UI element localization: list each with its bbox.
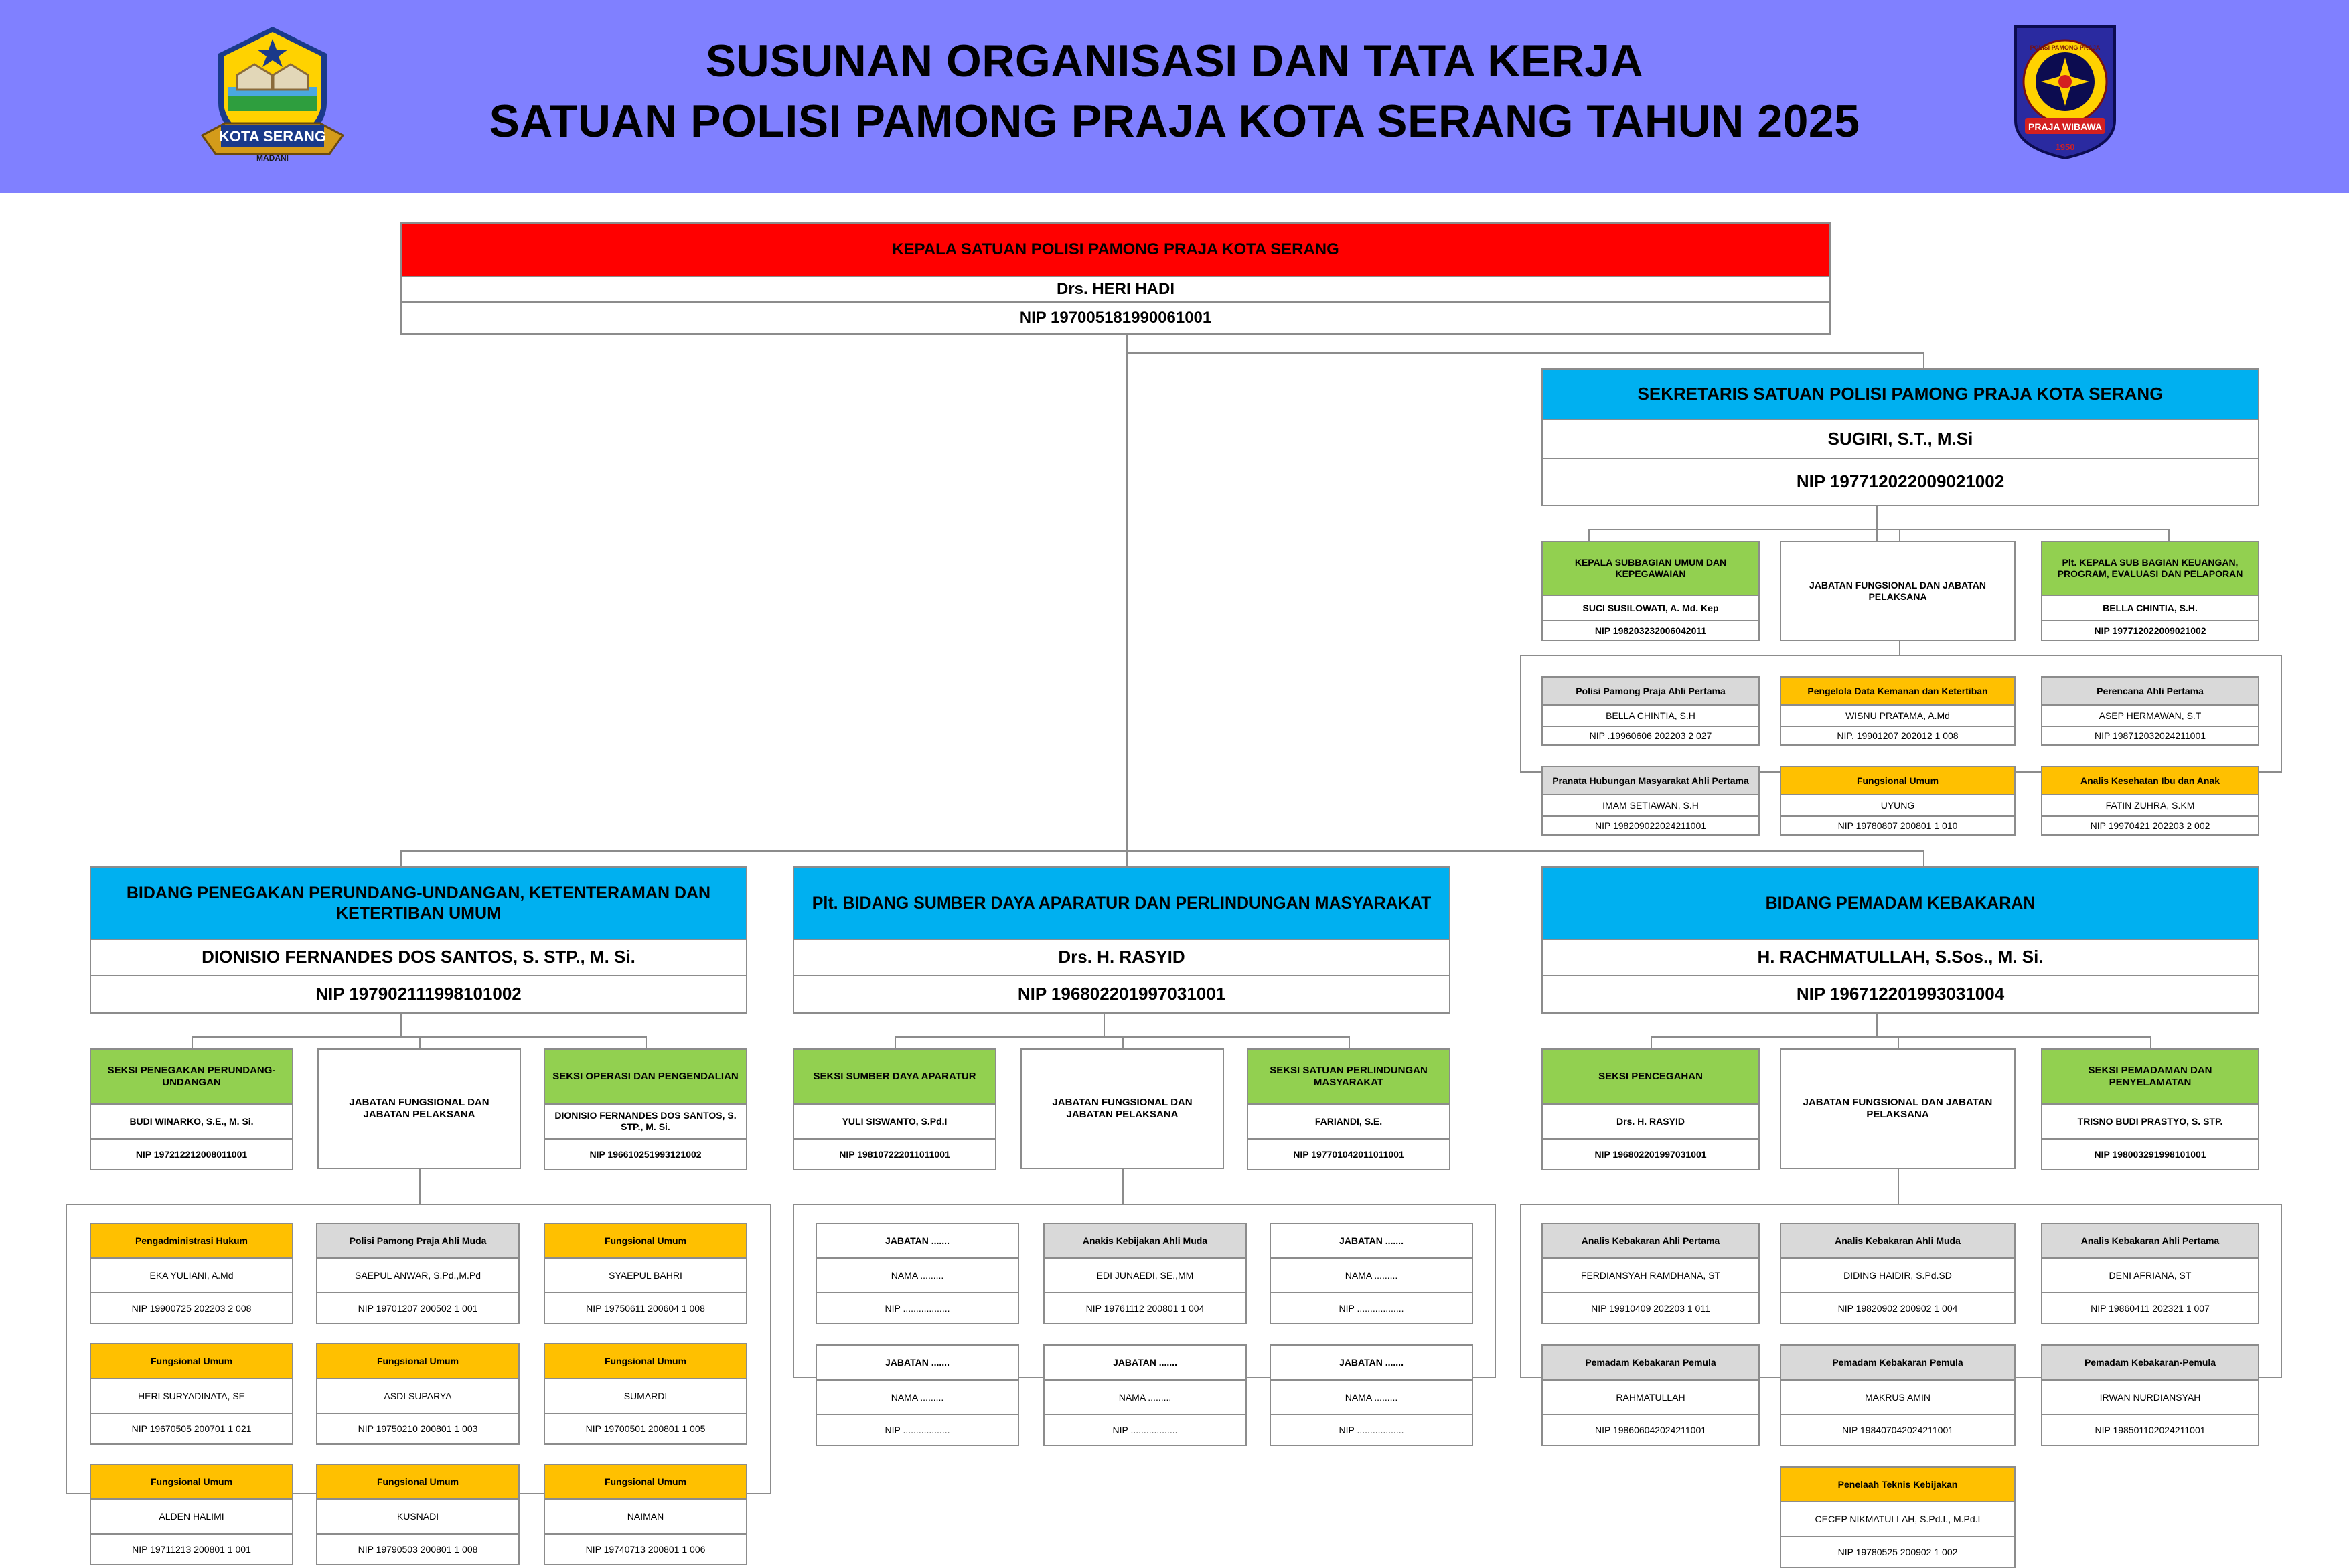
staff-name: BELLA CHINTIA, S.H [1543, 704, 1758, 726]
staff-card [90, 1464, 293, 1565]
staff-name: IRWAN NURDIANSYAH [2042, 1379, 2258, 1414]
staff-name: FERDIANSYAH RAMDHANA, ST [1543, 1257, 1758, 1292]
staff-card [90, 1343, 293, 1445]
staff-nip: NIP .................. [817, 1292, 1018, 1323]
staff-nip: NIP .................. [1271, 1292, 1472, 1323]
staff-nip: NIP 19860411 202321 1 007 [2042, 1292, 2258, 1323]
page-title-line1: SUSUNAN ORGANISASI DAN TATA KERJA [705, 35, 1644, 86]
staff-nip: NIP .................. [817, 1414, 1018, 1445]
logo-year: 1950 [2055, 142, 2075, 152]
staff-name: SYAEPUL BAHRI [545, 1257, 746, 1292]
staff-position: JABATAN ....... [1271, 1346, 1472, 1379]
staff-card [1270, 1223, 1473, 1324]
staff-nip: NIP 19820902 200902 1 004 [1781, 1292, 2014, 1323]
staff-position: Penelaah Teknis Kebijakan [1781, 1468, 2014, 1501]
staff-nip: NIP 19750210 200801 1 003 [317, 1413, 518, 1443]
staff-nip: NIP .19960606 202203 2 027 [1543, 726, 1758, 744]
staff-name: UYUNG [1781, 794, 2014, 815]
unit-head-nip: NIP 197701042011011001 [1248, 1138, 1449, 1169]
subunit-drop [895, 1036, 896, 1048]
staff-nip: NIP 19970421 202203 2 002 [2042, 815, 2258, 834]
staff-nip: NIP 19740713 200801 1 006 [545, 1533, 746, 1564]
staff-position: JABATAN ....... [1045, 1346, 1245, 1379]
drop-to-sekretaris [1923, 352, 1924, 368]
unit-title: KEPALA SUBBAGIAN UMUM DAN KEPEGAWAIAN [1543, 542, 1758, 595]
staff-card [1780, 766, 2016, 836]
subunit-box [317, 1048, 521, 1169]
staff-card [2041, 1223, 2259, 1324]
staff-nip: NIP 19670505 200701 1 021 [91, 1413, 292, 1443]
staff-position: Analis Kesehatan Ibu dan Anak [2042, 767, 2258, 794]
subunit-bar [1651, 1036, 2150, 1038]
staff-card [816, 1344, 1019, 1446]
staff-position: Pengelola Data Kemanan dan Ketertiban [1781, 678, 2014, 704]
staff-name: NAMA ......... [1271, 1379, 1472, 1414]
staff-card [90, 1223, 293, 1324]
bidang-bar [400, 850, 1924, 852]
unit-head-name: TRISNO BUDI PRASTYO, S. STP. [2042, 1103, 2258, 1138]
staff-position: Fungsional Umum [545, 1224, 746, 1257]
bidang-title: BIDANG PEMADAM KEBAKARAN [1543, 868, 2258, 939]
sekretaris-box [1541, 368, 2259, 506]
staff-position: Pengadministrasi Hukum [91, 1224, 292, 1257]
subunit-umum-kepegawaian [1541, 541, 1760, 641]
staff-position: JABATAN ....... [1271, 1224, 1472, 1257]
staff-card [1541, 1344, 1760, 1446]
staff-nip: NIP 19750611 200604 1 008 [545, 1292, 746, 1323]
staff-nip: NIP 19910409 202203 1 011 [1543, 1292, 1758, 1323]
drop-to-bidang [1923, 850, 1924, 866]
subunit-box [2041, 1048, 2259, 1170]
unit-title: JABATAN FUNGSIONAL DAN JABATAN PELAKSANA [319, 1050, 520, 1168]
drop-to-bidang [400, 850, 402, 866]
staff-position: JABATAN ....... [817, 1346, 1018, 1379]
subunit-drop [192, 1036, 193, 1048]
staff-position: Polisi Pamong Praja Ahli Muda [317, 1224, 518, 1257]
staff-card [2041, 676, 2259, 746]
staff-card [816, 1223, 1019, 1324]
staff-nip: NIP .................. [1045, 1414, 1245, 1445]
staff-card [1780, 1466, 2016, 1568]
staff-card [544, 1223, 747, 1324]
staff-card [1541, 1223, 1760, 1324]
staff-name: FATIN ZUHRA, S.KM [2042, 794, 2258, 815]
subunit-drop [1122, 1036, 1124, 1048]
staff-card [316, 1223, 520, 1324]
staff-name: WISNU PRATAMA, A.Md [1781, 704, 2014, 726]
unit-title: SEKSI SATUAN PERLINDUNGAN MASYARAKAT [1248, 1050, 1449, 1103]
subunit-bar [192, 1036, 646, 1038]
staff-name: SUMARDI [545, 1378, 746, 1413]
subunit-keuangan [2041, 541, 2259, 641]
unit-title: SEKSI PENEGAKAN PERUNDANG-UNDANGAN [91, 1050, 292, 1103]
bidang-head-name: Drs. H. RASYID [794, 939, 1449, 975]
sekretaris-title: SEKRETARIS SATUAN POLISI PAMONG PRAJA KOTA SERANG [1543, 370, 2258, 419]
unit-head-name: DIONISIO FERNANDES DOS SANTOS, S. STP., M. Si. [545, 1103, 746, 1138]
unit-title: SEKSI PEMADAMAN DAN PENYELAMATAN [2042, 1050, 2258, 1103]
staff-name: CECEP NIKMATULLAH, S.Pd.I., M.Pd.I [1781, 1501, 2014, 1536]
subunit-box [90, 1048, 293, 1170]
staff-card [1270, 1344, 1473, 1446]
staff-position: Pemadam Kebakaran-Pemula [2042, 1346, 2258, 1379]
staff-name: RAHMATULLAH [1543, 1379, 1758, 1414]
unit-head-nip: NIP 196802201997031001 [1543, 1138, 1758, 1169]
staff-nip: NIP 19700501 200801 1 005 [545, 1413, 746, 1443]
staff-card [1780, 676, 2016, 746]
staff-position: Perencana Ahli Pertama [2042, 678, 2258, 704]
staff-nip: NIP 19780525 200902 1 002 [1781, 1536, 2014, 1567]
bidang-head-nip: NIP 197902111998101002 [91, 975, 746, 1012]
unit-head-nip: NIP 197212212008011001 [91, 1138, 292, 1169]
subunit-box [793, 1048, 996, 1170]
drop-to-bidang [1126, 850, 1128, 866]
unit-head-nip: NIP 196610251993121002 [545, 1138, 746, 1169]
sekretaris-name: SUGIRI, S.T., M.Si [1543, 419, 2258, 458]
staff-name: DIDING HAIDIR, S.Pd.SD [1781, 1257, 2014, 1292]
staff-position: Analis Kebakaran Ahli Muda [1781, 1224, 2014, 1257]
staff-card [1043, 1223, 1247, 1324]
branch-to-sekretaris [1126, 352, 1924, 354]
unit-title: SEKSI OPERASI DAN PENGENDALIAN [545, 1050, 746, 1103]
unit-head-name: YULI SISWANTO, S.Pd.I [794, 1103, 995, 1138]
staff-name: NAMA ......... [817, 1379, 1018, 1414]
subunit-drop [646, 1036, 647, 1048]
subunit-drop [1349, 1036, 1350, 1048]
bidang-box [1541, 866, 2259, 1014]
staff-nip: NIP 19711213 200801 1 001 [91, 1533, 292, 1564]
bidang-head-name: H. RACHMATULLAH, S.Sos., M. Si. [1543, 939, 2258, 975]
sekretaris-sub-drop [1588, 529, 1590, 541]
unit-title: SEKSI SUMBER DAYA APARATUR [794, 1050, 995, 1103]
staff-position: Analis Kebakaran Ahli Pertama [1543, 1224, 1758, 1257]
staff-nip: NIP 198501102024211001 [2042, 1414, 2258, 1445]
main-trunk [1126, 335, 1128, 852]
unit-title: SEKSI PENCEGAHAN [1543, 1050, 1758, 1103]
staff-nip: NIP 198209022024211001 [1543, 815, 1758, 834]
unit-head-name: FARIANDI, S.E. [1248, 1103, 1449, 1138]
subunit-box [1247, 1048, 1450, 1170]
unit-head-nip: NIP 198107222011011001 [794, 1138, 995, 1169]
staff-position: Fungsional Umum [317, 1465, 518, 1498]
subunit-drop [2150, 1036, 2151, 1048]
staff-card [1780, 1223, 2016, 1324]
staff-name: SAEPUL ANWAR, S.Pd.,M.Pd [317, 1257, 518, 1292]
staff-card [1541, 676, 1760, 746]
staff-position: Fungsional Umum [545, 1465, 746, 1498]
staff-position: Polisi Pamong Praja Ahli Pertama [1543, 678, 1758, 704]
subunit-bar [895, 1036, 1349, 1038]
staff-card [1780, 1344, 2016, 1446]
kepala-title: KEPALA SATUAN POLISI PAMONG PRAJA KOTA SERANG [402, 224, 1829, 276]
unit-head-name: BUDI WINARKO, S.E., M. Si. [91, 1103, 292, 1138]
staff-name: DENI AFRIANA, ST [2042, 1257, 2258, 1292]
staff-nip: NIP. 19901207 202012 1 008 [1781, 726, 2014, 744]
staff-nip: NIP 198712032024211001 [2042, 726, 2258, 744]
staff-name: NAMA ......... [1271, 1257, 1472, 1292]
subunit-jabatan-fungsional [1780, 541, 2016, 641]
bidang-stem [1104, 1014, 1105, 1036]
staff-nip: NIP 19701207 200502 1 001 [317, 1292, 518, 1323]
staff-name: NAMA ......... [817, 1257, 1018, 1292]
staff-position: Fungsional Umum [91, 1344, 292, 1378]
unit-head-name: BELLA CHINTIA, S.H. [2042, 595, 2258, 620]
staff-nip: NIP 19780807 200801 1 010 [1781, 815, 2014, 834]
unit-head-name: Drs. H. RASYID [1543, 1103, 1758, 1138]
logo-motto: MADANI [256, 153, 289, 163]
staff-name: IMAM SETIAWAN, S.H [1543, 794, 1758, 815]
unit-head-nip: NIP 198203232006042011 [1543, 620, 1758, 640]
unit-title: JABATAN FUNGSIONAL DAN JABATAN PELAKSANA [1781, 1050, 2014, 1168]
staff-name: HERI SURYADINATA, SE [91, 1378, 292, 1413]
staff-nip: NIP 198407042024211001 [1781, 1414, 2014, 1445]
bidang-stem [1876, 1014, 1878, 1036]
header-banner [0, 0, 2349, 193]
staff-position: Fungsional Umum [1781, 767, 2014, 794]
unit-title: Plt. KEPALA SUB BAGIAN KEUANGAN, PROGRAM, EVALUASI DAN PELAPORAN [2042, 542, 2258, 595]
staff-name: ALDEN HALIMI [91, 1498, 292, 1533]
staff-position: Fungsional Umum [545, 1344, 746, 1378]
logo-label: KOTA SERANG [218, 128, 327, 145]
staff-nip: NIP 19790503 200801 1 008 [317, 1533, 518, 1564]
logo-ring-text: POLISI PAMONG PRAJA [2030, 44, 2101, 51]
bidang-box [793, 866, 1450, 1014]
staff-name: KUSNADI [317, 1498, 518, 1533]
staff-nip: NIP 19761112 200801 1 004 [1045, 1292, 1245, 1323]
staff-card [2041, 766, 2259, 836]
bidang-stem [400, 1014, 402, 1036]
logo-motto-text: PRAJA WIBAWA [2028, 121, 2102, 132]
sekretaris-stem [1876, 506, 1878, 542]
subunit-drop [1651, 1036, 1652, 1048]
bidang-head-name: DIONISIO FERNANDES DOS SANTOS, S. STP., M. Si. [91, 939, 746, 975]
bidang-title: BIDANG PENEGAKAN PERUNDANG-UNDANGAN, KETENTERAMAN DAN KETERTIBAN UMUM [91, 868, 746, 939]
unit-head-name: SUCI SUSILOWATI, A. Md. Kep [1543, 595, 1758, 620]
page-title-line2: SATUAN POLISI PAMONG PRAJA KOTA SERANG TAHUN 2025 [489, 96, 1860, 147]
staff-card [316, 1464, 520, 1565]
staff-card [1043, 1344, 1247, 1446]
sekretaris-sub-drop [2168, 529, 2170, 541]
staff-name: NAMA ......... [1045, 1379, 1245, 1414]
staff-name: ASEP HERMAWAN, S.T [2042, 704, 2258, 726]
staff-name: EDI JUNAEDI, SE.,MM [1045, 1257, 1245, 1292]
staff-name: MAKRUS AMIN [1781, 1379, 2014, 1414]
subunit-drop [419, 1036, 421, 1048]
staff-position: Pranata Hubungan Masyarakat Ahli Pertama [1543, 767, 1758, 794]
staff-position: Pemadam Kebakaran Pemula [1781, 1346, 2014, 1379]
subunit-box [1780, 1048, 2016, 1169]
staff-card [1541, 766, 1760, 836]
staff-stem [419, 1169, 421, 1204]
staff-card [544, 1343, 747, 1445]
unit-title: JABATAN FUNGSIONAL DAN JABATAN PELAKSANA [1781, 542, 2014, 640]
staff-position: Pemadam Kebakaran Pemula [1543, 1346, 1758, 1379]
kepala-nip: NIP 197005181990061001 [402, 301, 1829, 333]
kepala-name: Drs. HERI HADI [402, 276, 1829, 301]
bidang-title: Plt. BIDANG SUMBER DAYA APARATUR DAN PERLINDUNGAN MASYARAKAT [794, 868, 1449, 939]
sekretaris-sub-drop [1899, 529, 1900, 541]
staff-name: ASDI SUPARYA [317, 1378, 518, 1413]
subunit-box [544, 1048, 747, 1170]
staff-name: NAIMAN [545, 1498, 746, 1533]
staff-position: JABATAN ....... [817, 1224, 1018, 1257]
bidang-box [90, 866, 747, 1014]
staff-card [2041, 1344, 2259, 1446]
staff-position: Analis Kebakaran Ahli Pertama [2042, 1224, 2258, 1257]
subunit-box [1020, 1048, 1224, 1169]
staff-nip: NIP 198606042024211001 [1543, 1414, 1758, 1445]
unit-title: JABATAN FUNGSIONAL DAN JABATAN PELAKSANA [1022, 1050, 1223, 1168]
subunit-drop [1898, 1036, 1899, 1048]
bidang-head-nip: NIP 196802201997031001 [794, 975, 1449, 1012]
staff-stem [1122, 1169, 1124, 1204]
staff-card [316, 1343, 520, 1445]
staff-nip: NIP .................. [1271, 1414, 1472, 1445]
staff-position: Anakis Kebijakan Ahli Muda [1045, 1224, 1245, 1257]
satpol-pp-logo [2009, 20, 2121, 162]
staff-position: Fungsional Umum [91, 1465, 292, 1498]
staff-card [544, 1464, 747, 1565]
bidang-head-nip: NIP 196712201993031004 [1543, 975, 2258, 1012]
unit-head-nip: NIP 197712022009021002 [2042, 620, 2258, 640]
kepala-box [400, 222, 1831, 335]
staff-stem [1898, 1169, 1899, 1204]
staff-position: Fungsional Umum [317, 1344, 518, 1378]
sekretaris-nip: NIP 197712022009021002 [1543, 458, 2258, 505]
unit-head-nip: NIP 198003291998101001 [2042, 1138, 2258, 1169]
sekretaris-staff-stem [1899, 641, 1900, 655]
staff-name: EKA YULIANI, A.Md [91, 1257, 292, 1292]
subunit-box [1541, 1048, 1760, 1170]
sekretaris-sub-bar [1588, 529, 2168, 530]
staff-nip: NIP 19900725 202203 2 008 [91, 1292, 292, 1323]
